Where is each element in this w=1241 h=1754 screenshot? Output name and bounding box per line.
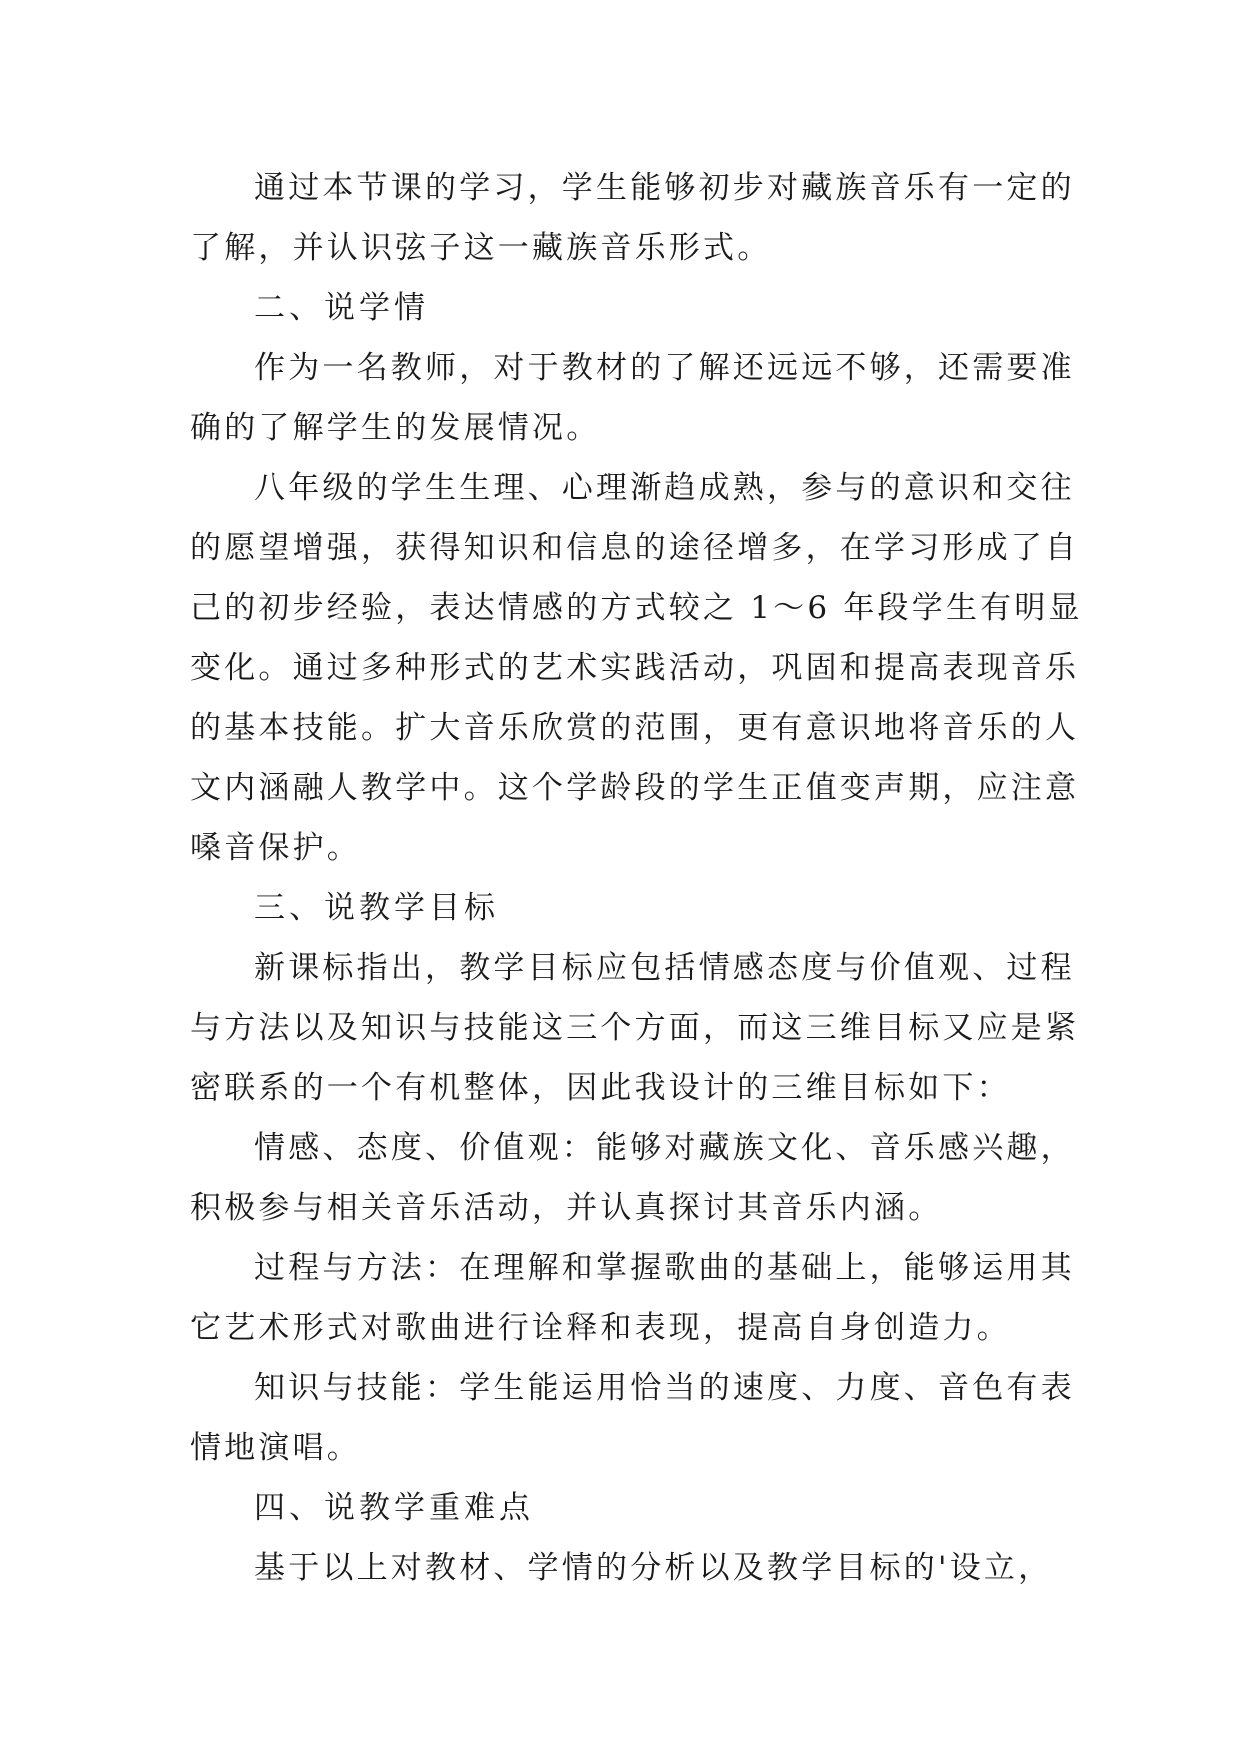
text-line: 八年级的学生生理、心理渐趋成熟，参与的意识和交往 (254, 470, 1075, 506)
text-line: 情地演唱。 (190, 1430, 361, 1466)
text-line: 情感、态度、价值观：能够对藏族文化、音乐感兴趣， (254, 1130, 1075, 1166)
text-line: 作为一名教师，对于教材的了解还远远不够，还需要准 (254, 350, 1075, 386)
text-line: 了解，并认识弦子这一藏族音乐形式。 (190, 230, 772, 266)
text-line: 己的初步经验，表达情感的方式较之 1～6 年段学生有明显 (190, 590, 1083, 626)
body-text (190, 158, 1083, 1598)
text-line: 通过本节课的学习，学生能够初步对藏族音乐有一定的 (254, 170, 1075, 206)
text-line: 基于以上对教材、学情的分析以及教学目标的'设立， (254, 1550, 1053, 1586)
text-line: 的愿望增强，获得知识和信息的途径增多，在学习形成了自 (190, 530, 1080, 566)
section-heading: 四、说教学重难点 (254, 1490, 534, 1526)
section-heading: 三、说教学目标 (254, 890, 499, 926)
text-line: 知识与技能：学生能运用恰当的速度、力度、音色有表 (254, 1370, 1075, 1406)
text-line: 文内涵融人教学中。这个学龄段的学生正值变声期，应注意 (190, 770, 1080, 806)
text-line: 它艺术形式对歌曲进行诠释和表现，提高自身创造力。 (190, 1310, 1011, 1346)
text-line: 确的了解学生的发展情况。 (190, 410, 601, 446)
text-line: 新课标指出，教学目标应包括情感态度与价值观、过程 (254, 950, 1075, 986)
text-line: 密联系的一个有机整体，因此我设计的三维目标如下： (190, 1070, 1011, 1106)
text-line: 积极参与相关音乐活动，并认真探讨其音乐内涵。 (190, 1190, 943, 1226)
text-line: 过程与方法：在理解和掌握歌曲的基础上，能够运用其 (254, 1250, 1075, 1286)
text-line: 嗓音保护。 (190, 830, 361, 866)
text-line: 变化。通过多种形式的艺术实践活动，巩固和提高表现音乐 (190, 650, 1080, 686)
section-heading: 二、说学情 (254, 290, 429, 326)
text-line: 与方法以及知识与技能这三个方面，而这三维目标又应是紧 (190, 1010, 1080, 1046)
text-line: 的基本技能。扩大音乐欣赏的范围，更有意识地将音乐的人 (190, 710, 1080, 746)
